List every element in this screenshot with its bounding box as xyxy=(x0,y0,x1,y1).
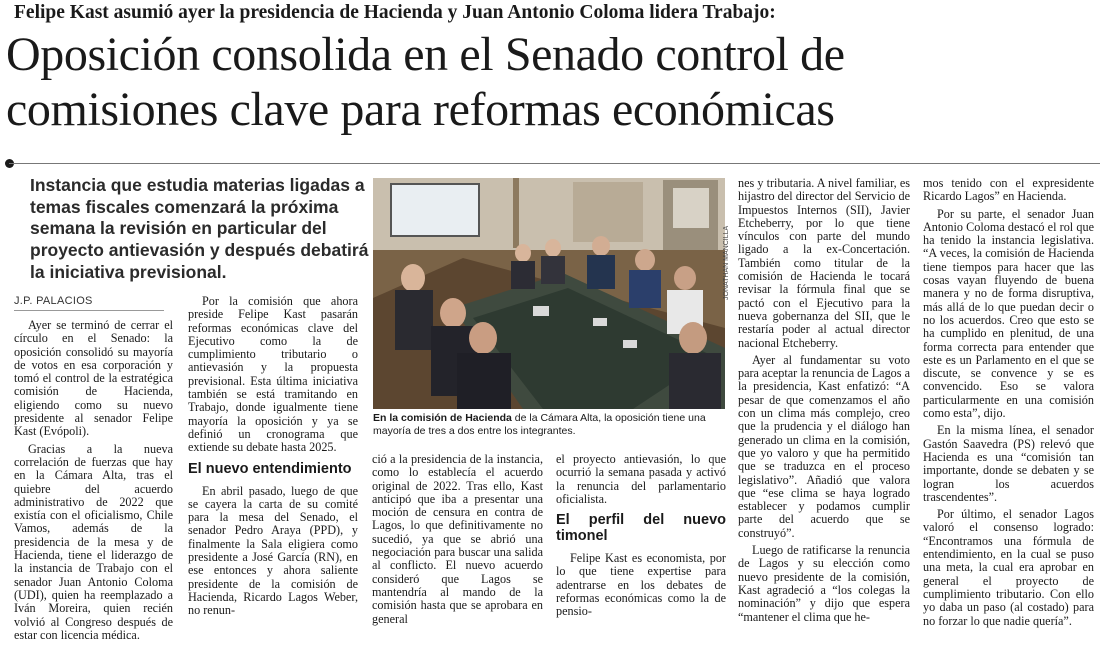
col4-paragraph-1: el proyecto antievasión, lo que ocurrió la semana pasada y activó la renuncia del parlamentario oficialista. xyxy=(556,452,726,506)
byline-rule xyxy=(14,310,164,311)
photo-caption xyxy=(373,412,725,438)
byline: J.P. PALACIOS xyxy=(14,295,93,307)
senate-committee-photo xyxy=(373,178,725,409)
photo-caption-text: de la Cámara Alta, la oposición tiene una mayoría de tres a dos entre los integrantes. xyxy=(373,412,706,437)
headline-line-2: comisiones clave para reformas económicas xyxy=(6,83,835,136)
article-photo xyxy=(373,178,725,409)
col5-paragraph-3: Luego de ratificarse la renuncia de Lagos y su elección como nuevo presidente de la comisión, Kast agradeció a “los colegas la nominación” y dijo que espera “mantener el clima que he- xyxy=(738,543,910,624)
lead-paragraph: Instancia que estudia materias ligadas a temas fiscales comenzará la próxima semana la revisión en particular del proyecto antievasión y después debatirá la iniciativa previsional. xyxy=(30,175,369,282)
article-column-5 xyxy=(738,177,910,628)
col6-paragraph-1: mos tenido con el expresidente Ricardo Lagos” en Hacienda. xyxy=(923,176,1094,204)
article-column-4 xyxy=(556,453,726,623)
article-column-6 xyxy=(923,177,1094,632)
article-column-3 xyxy=(372,453,543,630)
col5-paragraph-2: Ayer al fundamentar su voto para aceptar la renuncia de Lagos a la presidencia, Kast enfatizó: “A pesar de que comenzamos el año con un clima más complejo, creo que la prudencia y el diálogo han generado un clima en la comisión, que yo valoro y que ha permitido que se traduzca en el proceso legislativo”. Añadió que valora que “ese clima se haya logrado establecer y podamos cumplir parte del acuerdo que se construyó”. xyxy=(738,352,910,540)
article-column-2 xyxy=(188,295,358,622)
col6-paragraph-4: Por último, el senador Lagos valoró el consenso logrado: “Encontramos una fórmula de entendimiento, en la cual se puso una meta, la cual era aprobar en general el proyecto de cumplimiento tributario. Con ello yo daba un paso (al costado) para no forzar lo que nadie quería”. xyxy=(923,507,1094,628)
col1-paragraph-1: Ayer se terminó de cerrar el círculo en el Senado: la oposición consolidó su mayoría de votos en esa corporación y tomó el control de la estratégica comisión de Hacienda, eligiendo como su nuevo presidente al senador Felipe Kast (Evópoli). xyxy=(14,318,173,439)
kicker: Felipe Kast asumió ayer la presidencia de Hacienda y Juan Antonio Coloma lidera Trabajo: xyxy=(14,2,776,23)
col6-paragraph-3: En la misma línea, el senador Gastón Saavedra (PS) relevó que Hacienda es una “comisión tan importante, donde se debaten y se logran los acuerdos trascendentes”. xyxy=(923,423,1094,504)
col1-paragraph-2: Gracias a la nueva correlación de fuerzas que hay en la Cámara Alta, tras el quiebre del acuerdo administrativo de 2022 que existía con el oficialismo, Chile Vamos, además de la presidencia de la mesa y de Hacienda, tiene el liderazgo de la instancia de Trabajo con el senador Juan Antonio Coloma (UDI), quien ha reemplazado a Iván Moreira, quien recién volvió al Congreso después de estar con licencia médica. xyxy=(14,441,173,642)
col6-paragraph-2: Por su parte, el senador Juan Antonio Coloma destacó el rol que ha tenido la instancia legislativa. “A veces, la comisión de Hacienda tiene tiempos para hacer que las cosas vayan fluyendo de buena manera y no de forma disruptiva, más allá de lo que puedan decir o no los acuerdos. Creo que esto se ha cumplido en plenitud, de una forma correcta para entender que este es un Parlamento en el que se discute, se convence y se es convencido. Eso se valora particularmente en una comisión como esta”, dijo. xyxy=(923,206,1094,421)
section-rule xyxy=(9,163,1100,164)
col5-paragraph-1: nes y tributaria. A nivel familiar, es hijastro del director del Servicio de Impuestos Internos (SII), Javier Etcheberry, por lo que tiene vínculos con parte del mundo ligado a la ex-Concertación. También como titular de la comisión de Hacienda le tocará revisar la fórmula final que se pactó con el Ejecutivo para la nueva gobernanza del SII, que le restaría poder al actual director nacional Etcheberry. xyxy=(738,176,910,350)
col2-paragraph-2: En abril pasado, luego de que se cayera la carta de su comité para la mesa del Senado, el senador Pedro Araya (PPD), y finalmente la Sala eligiera como presidente a José García (RN), en ese entonces y ahora saliente presidente de la comisión de Hacienda, Ricardo Lagos Weber, no renun- xyxy=(188,483,358,618)
article-column-1 xyxy=(14,319,173,646)
col4-paragraph-2: Felipe Kast es economista, por lo que tiene expertise para adentrarse en los debates de reformas económicas como la de pensio- xyxy=(556,551,726,619)
col2-paragraph-1: Por la comisión que ahora preside Felipe Kast pasarán reformas económicas clave del Ejecutivo como la de cumplimiento tributario o antievasión y la propuesta previsional. Esta última iniciativa también se está tramitando en Trabajo, donde igualmente tiene mayoría la oposición y ya se definió un cronograma que extiende su debate hasta 2025. xyxy=(188,294,358,455)
photo-caption-bold: En la comisión de Hacienda xyxy=(373,412,512,424)
subheading-nuevo-entendimiento: El nuevo entendimiento xyxy=(188,460,352,477)
photo-credit: JONATHAN MANCILLA xyxy=(723,225,730,300)
subheading-perfil-nuevo-timonel: El perfil del nuevo timonel xyxy=(556,512,726,545)
col3-paragraph-1: ció a la presidencia de la instancia, como lo establecía el acuerdo original de 2022. Tras ello, Kast anticipó que iba a presentar una moción de censura en contra de Lagos, lo que definitivamente no sucedió, ya que se abrió una negociación para buscar una salida al conflicto. El nuevo acuerdo consideró que Lagos se mantendría al mando de la comisión hasta que se aprobara en general xyxy=(372,452,543,626)
headline xyxy=(6,27,1100,137)
headline-line-1: Oposición consolida en el Senado control de xyxy=(6,28,845,81)
